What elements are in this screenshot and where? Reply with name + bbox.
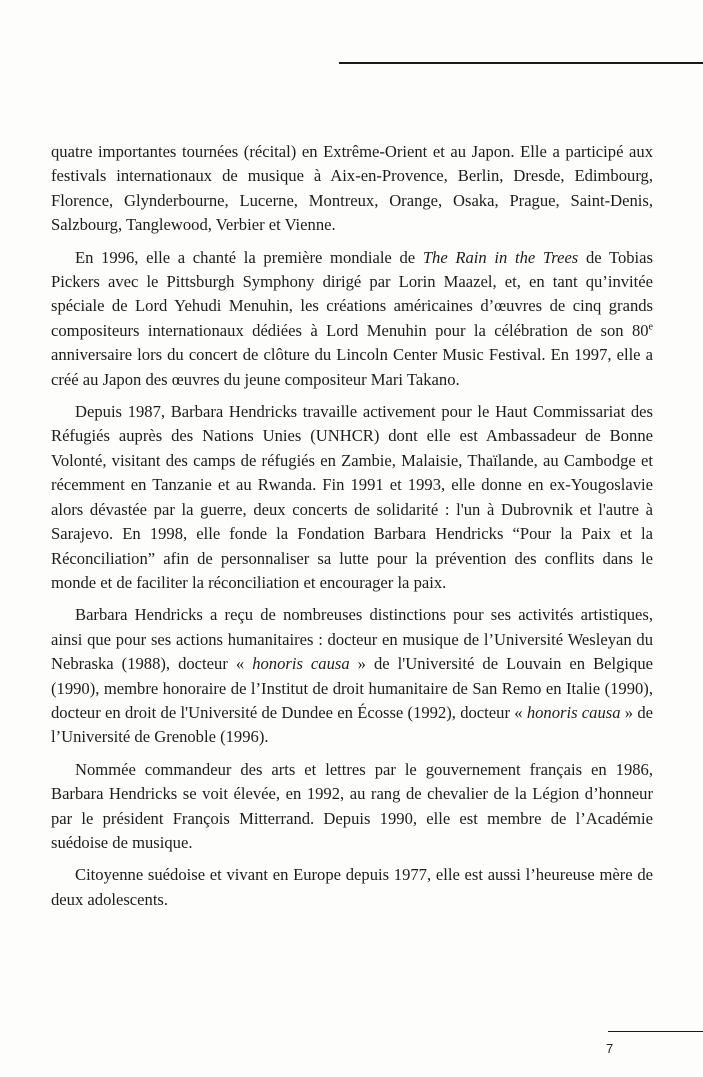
paragraph-1: quatre importantes tournées (récital) en Extrême-Orient et au Japon. Elle a participé aux festivals internationaux de musique à Aix-en-Provence, Berlin, Dresde, Edimbourg, Florence, Glynderbourne, Lucerne, Montreux, Orange, Osaka, Prague, Saint-Denis, Salzbourg, Tanglewood, Verbier et Vienne. [51,142,653,235]
bottom-rule [608,1031,703,1032]
honoris-causa-1: honoris causa [252,654,350,674]
body-text [51,140,653,920]
paragraph-4-part-b: » de l'Université de Louvain en Belgique (1990), membre honoraire de l’Institut de droit humanitaire de San Remo en Italie (1990), docteur en droit de l'Université de Dundee en Écosse (1992), docteur « [51,654,653,722]
paragraph-2-part-c: anniversaire lors du concert de clôture du Lincoln Center Music Festival. En 1997, elle a créé au Japon des œuvres du jeune compositeur Mari Takano. [51,345,653,389]
work-title: The Rain in the Trees [422,247,579,267]
top-rule [339,62,703,64]
ordinal-superscript: e [648,321,653,333]
page-number: 7 [606,1041,614,1056]
paragraph-2-part-a: En 1996, elle a chanté la première mondiale de [75,247,423,267]
paragraph-4 [51,603,653,749]
paragraph-5: Nommée commandeur des arts et lettres par le gouvernement français en 1986, Barbara Hendricks se voit élevée, en 1992, au rang de chevalier de la Légion d’honneur par le président François Mitterrand. Depuis 1990, elle est membre de l’Académie suédoise de musique. [51,759,653,852]
paragraph-2 [51,246,653,392]
paragraph-4-part-a: Barbara Hendricks a reçu de nombreuses distinctions pour ses activités artistiques, ainsi que pour ses actions humanitaires : docteur en musique de l’Université Wesleyan du Nebraska (1988), docteur « [51,605,653,674]
paragraph-4-part-c: » de l’Université de Grenoble (1996). [51,702,654,747]
paragraph-2-part-b: de Tobias Pickers avec le Pittsburgh Symphony dirigé par Lorin Maazel, et, en tant qu’invitée spéciale de Lord Yehudi Menuhin, les créations américaines d’œuvres de cinq grands compositeurs internationaux dédiées à Lord Menuhin pour la célébration de son 80 [51,247,653,340]
paragraph-3: Depuis 1987, Barbara Hendricks travaille activement pour le Haut Commissariat des Réfugiés auprès des Nations Unies (UNHCR) dont elle est Ambassadeur de Bonne Volonté, visitant des camps de réfugiés en Zambie, Malaisie, Thaïlande, au Cambodge et récemment en Tanzanie et au Rwanda. Fin 1991 et 1993, elle donne en ex-Yougoslavie alors dévastée par la guerre, deux concerts de solidarité : l'un à Dubrovnik et l'autre à Sarajevo. En 1998, elle fonde la Fondation Barbara Hendricks “Pour la Paix et la Réconciliation” afin de personnaliser sa lutte pour la prévention des conflits dans le monde et de faciliter la réconciliation et encourager la paix. [51,402,653,592]
honoris-causa-2: honoris causa [526,702,621,722]
paragraph-6: Citoyenne suédoise et vivant en Europe depuis 1977, elle est aussi l’heureuse mère de deux adolescents. [51,865,653,909]
